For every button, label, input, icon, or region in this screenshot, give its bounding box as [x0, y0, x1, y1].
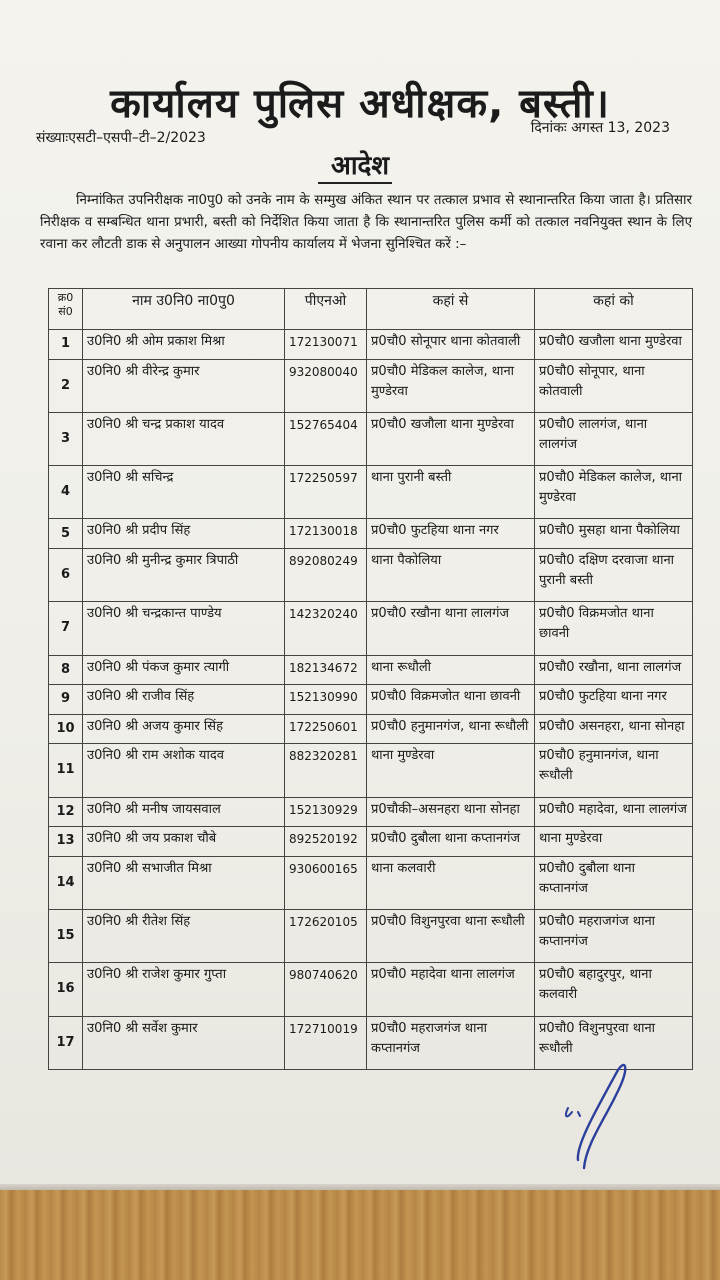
- row-officer-name: उ0नि0 श्री राम अशोक यादव: [83, 744, 285, 797]
- transfer-table: [48, 288, 693, 1070]
- row-to-location: प्र0चौ0 फुटहिया थाना नगर: [535, 685, 693, 715]
- table-row: [49, 856, 693, 909]
- table-row: [49, 412, 693, 465]
- row-pno: 182134672: [285, 655, 367, 685]
- table-row: [49, 685, 693, 715]
- row-serial: 11: [49, 744, 83, 797]
- table-row: [49, 963, 693, 1016]
- row-to-location: प्र0चौ0 बहादुरपुर, थाना कलवारी: [535, 963, 693, 1016]
- row-from-location: प्र0चौ0 महराजगंज थाना कप्तानगंज: [367, 1016, 535, 1069]
- row-officer-name: उ0नि0 श्री ओम प्रकाश मिश्रा: [83, 330, 285, 360]
- row-serial: 8: [49, 655, 83, 685]
- row-from-location: प्र0चौ0 विशुनपुरवा थाना रूधौली: [367, 910, 535, 963]
- row-from-location: प्र0चौ0 हनुमानगंज, थाना रूधौली: [367, 714, 535, 744]
- table-row: [49, 359, 693, 412]
- row-pno: 932080040: [285, 359, 367, 412]
- row-to-location: प्र0चौ0 मुसहा थाना पैकोलिया: [535, 519, 693, 549]
- row-pno: 892520192: [285, 827, 367, 857]
- row-officer-name: उ0नि0 श्री अजय कुमार सिंह: [83, 714, 285, 744]
- row-serial: 14: [49, 856, 83, 909]
- row-to-location: प्र0चौ0 हनुमानगंज, थाना रूधौली: [535, 744, 693, 797]
- row-to-location: प्र0चौ0 मेडिकल कालेज, थाना मुण्डेरवा: [535, 466, 693, 519]
- row-serial: 1: [49, 330, 83, 360]
- row-officer-name: उ0नि0 श्री मनीष जायसवाल: [83, 797, 285, 827]
- row-from-location: थाना पैकोलिया: [367, 548, 535, 601]
- row-pno: 930600165: [285, 856, 367, 909]
- header-serial: क्र0 सं0: [49, 289, 83, 330]
- row-to-location: प्र0चौ0 विशुनपुरवा थाना रूधौली: [535, 1016, 693, 1069]
- row-pno: 172250597: [285, 466, 367, 519]
- row-to-location: प्र0चौ0 महराजगंज थाना कप्तानगंज: [535, 910, 693, 963]
- row-from-location: थाना कलवारी: [367, 856, 535, 909]
- row-officer-name: उ0नि0 श्री पंकज कुमार त्यागी: [83, 655, 285, 685]
- row-pno: 152130929: [285, 797, 367, 827]
- row-officer-name: उ0नि0 श्री राजेश कुमार गुप्ता: [83, 963, 285, 1016]
- table-row: [49, 827, 693, 857]
- row-pno: 882320281: [285, 744, 367, 797]
- table-header-row: [49, 289, 693, 330]
- row-pno: 172620105: [285, 910, 367, 963]
- row-to-location: प्र0चौ0 रखौना, थाना लालगंज: [535, 655, 693, 685]
- row-serial: 13: [49, 827, 83, 857]
- table-row: [49, 797, 693, 827]
- row-to-location: प्र0चौ0 विक्रमजोत थाना छावनी: [535, 602, 693, 655]
- table-row: [49, 466, 693, 519]
- row-serial: 15: [49, 910, 83, 963]
- row-pno: 172250601: [285, 714, 367, 744]
- table-row: [49, 519, 693, 549]
- reference-number: संख्याःएसटी–एसपी–टी–2/2023: [36, 130, 206, 146]
- row-serial: 9: [49, 685, 83, 715]
- row-to-location: प्र0चौ0 लालगंज, थाना लालगंज: [535, 412, 693, 465]
- header-to: कहां को: [535, 289, 693, 330]
- table-row: [49, 548, 693, 601]
- row-to-location: प्र0चौ0 खजौला थाना मुण्डेरवा: [535, 330, 693, 360]
- intro-paragraph: निम्नांकित उपनिरीक्षक ना0पु0 को उनके नाम के सम्मुख अंकित स्थान पर तत्काल प्रभाव से स्थानान्तरित किया जाता है। प्रतिसार निरीक्षक व सम्बन्धित थाना प्रभारी, बस्ती को निर्देशित किया जाता है कि स्थानान्तरित पुलिस कर्मी को तत्काल नवनियुक्त स्थान के लिए रवाना कर लौटती डाक से अनुपालन आख्या गोपनीय कार्यालय में भेजना सुनिश्चित करें :–: [40, 193, 692, 252]
- row-pno: 980740620: [285, 963, 367, 1016]
- order-date: दिनांकः अगस्त 13, 2023: [530, 120, 670, 136]
- row-serial: 7: [49, 602, 83, 655]
- row-pno: 172710019: [285, 1016, 367, 1069]
- row-to-location: प्र0चौ0 सोनूपार, थाना कोतवाली: [535, 359, 693, 412]
- office-title: कार्यालय पुलिस अधीक्षक, बस्ती।: [110, 81, 610, 127]
- row-officer-name: उ0नि0 श्री मुनीन्द्र कुमार त्रिपाठी: [83, 548, 285, 601]
- order-heading: आदेश: [330, 151, 390, 181]
- row-officer-name: उ0नि0 श्री चन्द्रकान्त पाण्डेय: [83, 602, 285, 655]
- row-from-location: प्र0चौ0 सोनूपार थाना कोतवाली: [367, 330, 535, 360]
- row-pno: 152130990: [285, 685, 367, 715]
- row-from-location: थाना रूधौली: [367, 655, 535, 685]
- row-serial: 10: [49, 714, 83, 744]
- row-officer-name: उ0नि0 श्री रीतेश सिंह: [83, 910, 285, 963]
- table-row: [49, 744, 693, 797]
- table-row: [49, 330, 693, 360]
- row-to-location: प्र0चौ0 असनहरा, थाना सोनहा: [535, 714, 693, 744]
- row-from-location: प्र0चौ0 दुबौला थाना कप्तानगंज: [367, 827, 535, 857]
- row-from-location: थाना पुरानी बस्ती: [367, 466, 535, 519]
- table-row: [49, 714, 693, 744]
- row-officer-name: उ0नि0 श्री चन्द्र प्रकाश यादव: [83, 412, 285, 465]
- wooden-table-surface: [0, 1190, 720, 1280]
- row-officer-name: उ0नि0 श्री वीरेन्द्र कुमार: [83, 359, 285, 412]
- table-row: [49, 910, 693, 963]
- table-row: [49, 602, 693, 655]
- row-serial: 17: [49, 1016, 83, 1069]
- header-name: नाम उ0नि0 ना0पु0: [83, 289, 285, 330]
- table-row: [49, 655, 693, 685]
- header-pno: पीएनओ: [285, 289, 367, 330]
- row-to-location: प्र0चौ0 दुबौला थाना कप्तानगंज: [535, 856, 693, 909]
- row-from-location: प्र0चौ0 महादेवा थाना लालगंज: [367, 963, 535, 1016]
- row-pno: 892080249: [285, 548, 367, 601]
- order-heading-underline: [318, 182, 392, 184]
- row-serial: 5: [49, 519, 83, 549]
- row-officer-name: उ0नि0 श्री राजीव सिंह: [83, 685, 285, 715]
- row-serial: 4: [49, 466, 83, 519]
- row-serial: 2: [49, 359, 83, 412]
- row-officer-name: उ0नि0 श्री जय प्रकाश चौबे: [83, 827, 285, 857]
- row-from-location: प्र0चौ0 विक्रमजोत थाना छावनी: [367, 685, 535, 715]
- row-from-location: थाना मुण्डेरवा: [367, 744, 535, 797]
- signature-mark: [556, 1050, 646, 1170]
- row-from-location: प्र0चौ0 फुटहिया थाना नगर: [367, 519, 535, 549]
- row-pno: 142320240: [285, 602, 367, 655]
- row-serial: 12: [49, 797, 83, 827]
- row-from-location: प्र0चौकी–असनहरा थाना सोनहा: [367, 797, 535, 827]
- row-serial: 6: [49, 548, 83, 601]
- row-to-location: प्र0चौ0 दक्षिण दरवाजा थाना पुरानी बस्ती: [535, 548, 693, 601]
- row-pno: 152765404: [285, 412, 367, 465]
- row-pno: 172130018: [285, 519, 367, 549]
- row-officer-name: उ0नि0 श्री सभाजीत मिश्रा: [83, 856, 285, 909]
- row-from-location: प्र0चौ0 मेडिकल कालेज, थाना मुण्डेरवा: [367, 359, 535, 412]
- row-to-location: थाना मुण्डेरवा: [535, 827, 693, 857]
- row-serial: 3: [49, 412, 83, 465]
- row-officer-name: उ0नि0 श्री सचिन्द्र: [83, 466, 285, 519]
- row-serial: 16: [49, 963, 83, 1016]
- row-from-location: प्र0चौ0 खजौला थाना मुण्डेरवा: [367, 412, 535, 465]
- row-officer-name: उ0नि0 श्री प्रदीप सिंह: [83, 519, 285, 549]
- row-from-location: प्र0चौ0 रखौना थाना लालगंज: [367, 602, 535, 655]
- header-from: कहां से: [367, 289, 535, 330]
- row-officer-name: उ0नि0 श्री सर्वेश कुमार: [83, 1016, 285, 1069]
- row-to-location: प्र0चौ0 महादेवा, थाना लालगंज: [535, 797, 693, 827]
- row-pno: 172130071: [285, 330, 367, 360]
